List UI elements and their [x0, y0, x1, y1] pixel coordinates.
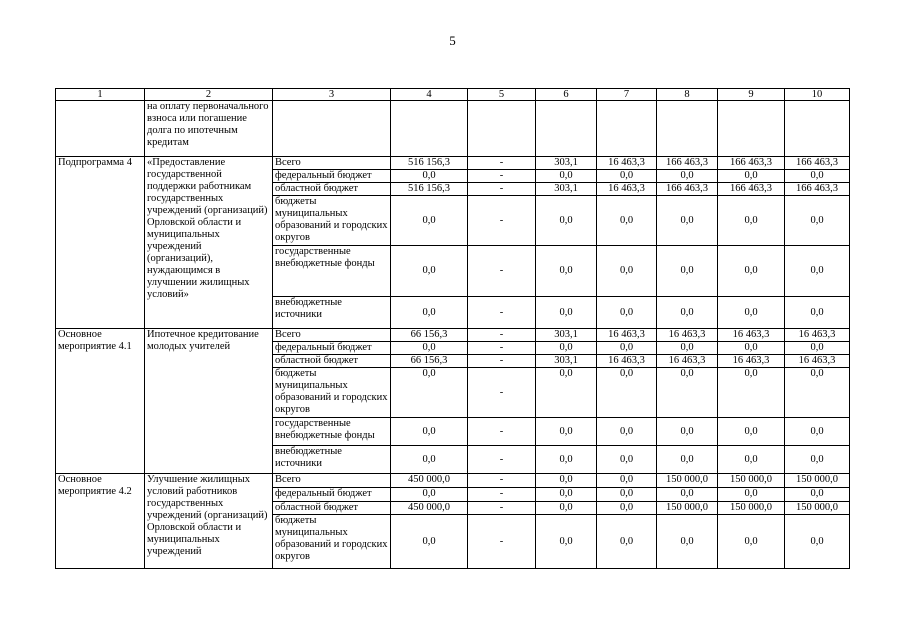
- value-cell: -: [468, 183, 536, 196]
- funding-source: бюджеты муниципальных образований и городских округов: [273, 196, 391, 246]
- program-title: Улучшение жилищных условий работников государственных учреждений (организаций) Орловской области и муниципальных учреждений: [145, 474, 273, 569]
- value-cell: 0,0: [785, 515, 850, 569]
- value-cell: 0,0: [718, 196, 785, 246]
- value-cell: 150 000,0: [785, 502, 850, 515]
- value-cell: 0,0: [391, 196, 468, 246]
- value-cell: 16 463,3: [597, 329, 657, 342]
- value-cell: 0,0: [657, 515, 718, 569]
- column-number: 1: [56, 89, 145, 101]
- value-cell: -: [468, 368, 536, 418]
- value-cell: 0,0: [536, 196, 597, 246]
- empty-cell: [785, 101, 850, 157]
- funding-source: внебюджетные источники: [273, 446, 391, 474]
- value-cell: -: [468, 342, 536, 355]
- value-cell: 16 463,3: [785, 329, 850, 342]
- empty-cell: [56, 101, 145, 157]
- value-cell: 0,0: [536, 297, 597, 329]
- value-cell: 0,0: [785, 446, 850, 474]
- column-number: 5: [468, 89, 536, 101]
- value-cell: 0,0: [536, 418, 597, 446]
- value-cell: 0,0: [785, 488, 850, 502]
- value-cell: 516 156,3: [391, 157, 468, 170]
- value-cell: 150 000,0: [718, 474, 785, 488]
- value-cell: -: [468, 502, 536, 515]
- value-cell: 150 000,0: [657, 502, 718, 515]
- value-cell: 0,0: [536, 170, 597, 183]
- value-cell: 0,0: [597, 418, 657, 446]
- value-cell: 0,0: [597, 488, 657, 502]
- program-code: Подпрограмма 4: [56, 157, 145, 329]
- value-cell: 0,0: [657, 297, 718, 329]
- budget-table: [55, 88, 850, 569]
- funding-source: бюджеты муниципальных образований и городских округов: [273, 368, 391, 418]
- value-cell: 0,0: [718, 342, 785, 355]
- value-cell: 16 463,3: [597, 157, 657, 170]
- value-cell: 0,0: [536, 488, 597, 502]
- value-cell: 0,0: [597, 368, 657, 418]
- value-cell: 0,0: [391, 342, 468, 355]
- value-cell: 0,0: [536, 246, 597, 297]
- empty-cell: [657, 101, 718, 157]
- value-cell: 303,1: [536, 329, 597, 342]
- value-cell: 0,0: [657, 446, 718, 474]
- value-cell: 0,0: [657, 368, 718, 418]
- funding-source: областной бюджет: [273, 502, 391, 515]
- value-cell: 0,0: [391, 297, 468, 329]
- value-cell: 0,0: [536, 342, 597, 355]
- value-cell: 0,0: [597, 196, 657, 246]
- value-cell: 0,0: [536, 515, 597, 569]
- value-cell: 0,0: [597, 170, 657, 183]
- value-cell: 16 463,3: [657, 329, 718, 342]
- funding-source: бюджеты муниципальных образований и городских округов: [273, 515, 391, 569]
- value-cell: 0,0: [536, 474, 597, 488]
- empty-cell: [536, 101, 597, 157]
- value-cell: 16 463,3: [785, 355, 850, 368]
- value-cell: 0,0: [657, 246, 718, 297]
- value-cell: 166 463,3: [785, 157, 850, 170]
- value-cell: 0,0: [597, 246, 657, 297]
- funding-source: федеральный бюджет: [273, 170, 391, 183]
- value-cell: 0,0: [391, 418, 468, 446]
- value-cell: 516 156,3: [391, 183, 468, 196]
- column-number: 8: [657, 89, 718, 101]
- value-cell: -: [468, 297, 536, 329]
- empty-cell: [273, 101, 391, 157]
- value-cell: 150 000,0: [657, 474, 718, 488]
- value-cell: 66 156,3: [391, 329, 468, 342]
- value-cell: -: [468, 515, 536, 569]
- column-number: 6: [536, 89, 597, 101]
- column-number: 2: [145, 89, 273, 101]
- value-cell: 0,0: [657, 342, 718, 355]
- value-cell: 0,0: [718, 418, 785, 446]
- column-number: 4: [391, 89, 468, 101]
- column-number: 7: [597, 89, 657, 101]
- value-cell: 0,0: [391, 246, 468, 297]
- value-cell: 0,0: [718, 446, 785, 474]
- value-cell: 16 463,3: [718, 355, 785, 368]
- funding-source: Всего: [273, 474, 391, 488]
- value-cell: 0,0: [597, 297, 657, 329]
- value-cell: 0,0: [785, 170, 850, 183]
- value-cell: 303,1: [536, 183, 597, 196]
- value-cell: 0,0: [785, 342, 850, 355]
- value-cell: 450 000,0: [391, 502, 468, 515]
- value-cell: 0,0: [718, 246, 785, 297]
- value-cell: 166 463,3: [785, 183, 850, 196]
- value-cell: -: [468, 446, 536, 474]
- value-cell: 0,0: [657, 196, 718, 246]
- funding-source: федеральный бюджет: [273, 488, 391, 502]
- value-cell: 166 463,3: [718, 157, 785, 170]
- program-title: Ипотечное кредитование молодых учителей: [145, 329, 273, 474]
- empty-cell: [718, 101, 785, 157]
- value-cell: 150 000,0: [785, 474, 850, 488]
- funding-source: внебюджетные источники: [273, 297, 391, 329]
- value-cell: -: [468, 355, 536, 368]
- value-cell: 0,0: [391, 446, 468, 474]
- value-cell: 0,0: [597, 474, 657, 488]
- empty-cell: [468, 101, 536, 157]
- value-cell: 0,0: [391, 515, 468, 569]
- value-cell: 0,0: [657, 170, 718, 183]
- value-cell: -: [468, 246, 536, 297]
- value-cell: 0,0: [536, 368, 597, 418]
- funding-source: областной бюджет: [273, 183, 391, 196]
- value-cell: 0,0: [597, 446, 657, 474]
- value-cell: -: [468, 170, 536, 183]
- program-code: Основное мероприятие 4.2: [56, 474, 145, 569]
- column-number: 10: [785, 89, 850, 101]
- column-number-row: [56, 89, 850, 101]
- funding-source: государственные внебюджетные фонды: [273, 246, 391, 297]
- funding-source: государственные внебюджетные фонды: [273, 418, 391, 446]
- value-cell: 0,0: [718, 488, 785, 502]
- value-cell: 0,0: [391, 488, 468, 502]
- value-cell: -: [468, 196, 536, 246]
- value-cell: 0,0: [785, 246, 850, 297]
- column-number: 9: [718, 89, 785, 101]
- program-code: Основное мероприятие 4.1: [56, 329, 145, 474]
- page-number: 5: [449, 33, 456, 48]
- empty-cell: [391, 101, 468, 157]
- value-cell: 0,0: [657, 488, 718, 502]
- value-cell: -: [468, 329, 536, 342]
- value-cell: 16 463,3: [597, 355, 657, 368]
- value-cell: 0,0: [785, 418, 850, 446]
- table-row: [56, 157, 850, 170]
- value-cell: -: [468, 488, 536, 502]
- value-cell: 0,0: [597, 342, 657, 355]
- continuation-text: на оплату первоначального взноса или погашение долга по ипотечным кредитам: [145, 101, 273, 157]
- value-cell: 0,0: [391, 368, 468, 418]
- value-cell: 0,0: [536, 502, 597, 515]
- funding-source: Всего: [273, 329, 391, 342]
- value-cell: 16 463,3: [657, 355, 718, 368]
- value-cell: -: [468, 157, 536, 170]
- program-title: «Предоставление государственной поддержки работникам государственных учреждений (организаций) Орловской области и муниципальных учреждений (организаций), нуждающимся в улучшении жилищных условий»: [145, 157, 273, 329]
- value-cell: 166 463,3: [657, 183, 718, 196]
- value-cell: 0,0: [657, 418, 718, 446]
- funding-source: областной бюджет: [273, 355, 391, 368]
- value-cell: 66 156,3: [391, 355, 468, 368]
- column-number: 3: [273, 89, 391, 101]
- value-cell: 0,0: [597, 515, 657, 569]
- table-row: [56, 329, 850, 342]
- value-cell: 0,0: [391, 170, 468, 183]
- value-cell: 16 463,3: [718, 329, 785, 342]
- value-cell: -: [468, 474, 536, 488]
- value-cell: 16 463,3: [597, 183, 657, 196]
- value-cell: 150 000,0: [718, 502, 785, 515]
- value-cell: 166 463,3: [718, 183, 785, 196]
- value-cell: 0,0: [718, 170, 785, 183]
- value-cell: 0,0: [785, 297, 850, 329]
- value-cell: 0,0: [785, 368, 850, 418]
- value-cell: 0,0: [718, 297, 785, 329]
- table-row: [56, 474, 850, 488]
- value-cell: -: [468, 418, 536, 446]
- value-cell: 0,0: [718, 368, 785, 418]
- value-cell: 0,0: [536, 446, 597, 474]
- value-cell: 0,0: [718, 515, 785, 569]
- value-cell: 0,0: [597, 502, 657, 515]
- continuation-row: [56, 101, 850, 157]
- value-cell: 303,1: [536, 355, 597, 368]
- value-cell: 450 000,0: [391, 474, 468, 488]
- funding-source: федеральный бюджет: [273, 342, 391, 355]
- value-cell: 0,0: [785, 196, 850, 246]
- value-cell: 303,1: [536, 157, 597, 170]
- funding-source: Всего: [273, 157, 391, 170]
- value-cell: 166 463,3: [657, 157, 718, 170]
- empty-cell: [597, 101, 657, 157]
